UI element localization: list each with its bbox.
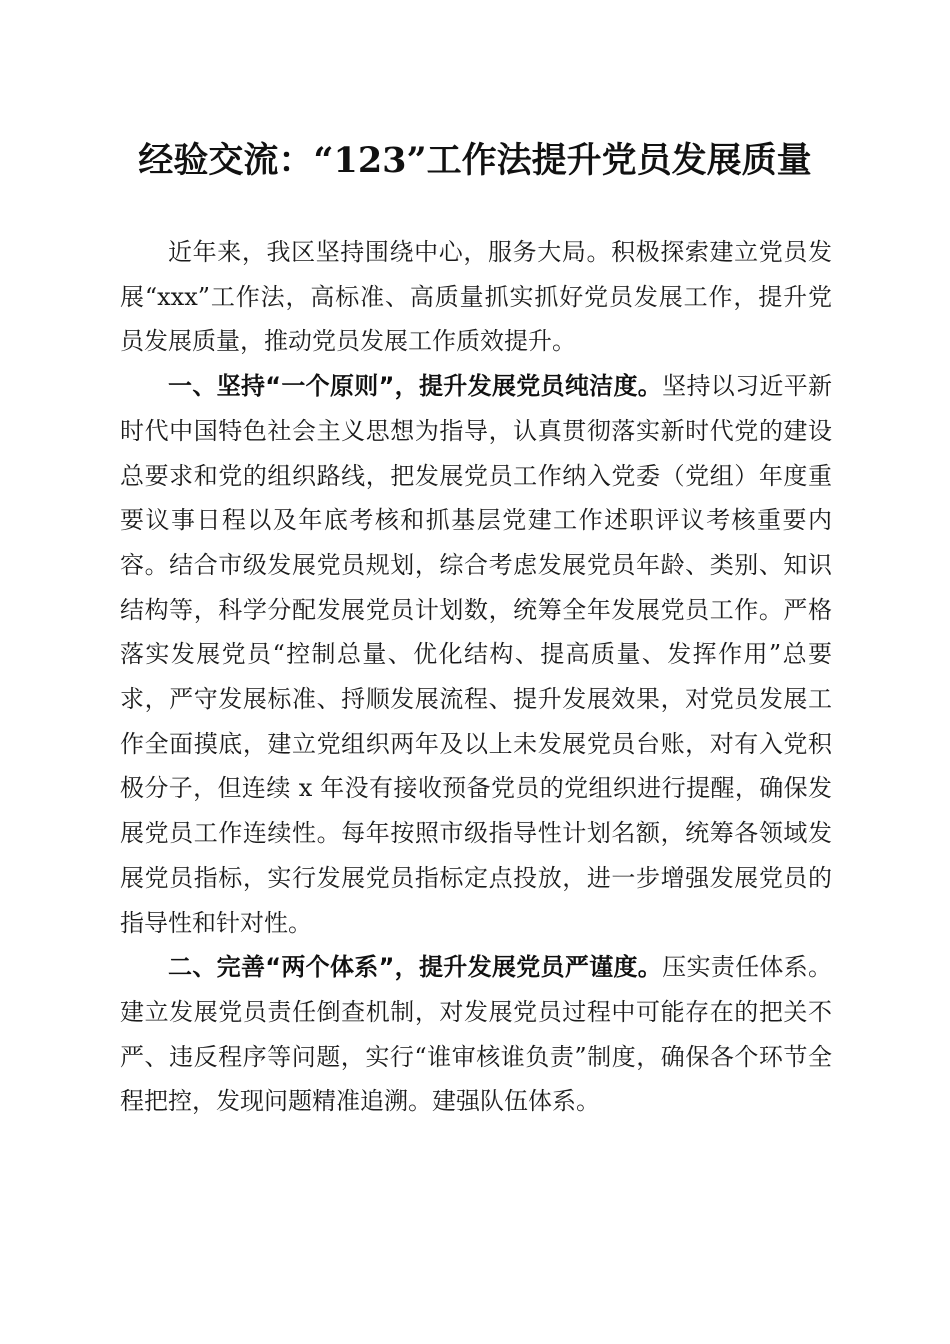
intro-paragraph: 近年来，我区坚持围绕中心，服务大局。积极探索建立党员发展“xxx”工作法，高标准、高质量抓实抓好党员发展工作，提升党员发展质量，推动党员发展工作质效提升。 <box>120 238 832 356</box>
section-1-paragraph <box>120 364 832 945</box>
document-title: 经验交流：“123”工作法提升党员发展质量 <box>138 140 812 181</box>
section-2-heading: 二、完善“两个体系”，提升发展党员严谨度。 <box>168 953 663 982</box>
section-1-text: 坚持以习近平新时代中国特色社会主义思想为指导，认真贯彻落实新时代党的建设总要求和党的组织路线，把发展党员工作纳入党委（党组）年度重要议事日程以及年底考核和抓基层党建工作述职评议考核重要内容。结合市级发展党员规划，综合考虑发展党员年龄、类别、知识结构等，科学分配发展党员计划数，统筹全年发展党员工作。严格落实发展党员“控制总量、优化结构、提高质量、发挥作用”总要求，严守发展标准、捋顺发展流程、提升发展效果，对党员发展工作全面摸底，建立党组织两年及以上未发展党员台账，对有入党积极分子，但连续 x 年没有接收预备党员的党组织进行提醒，确保发展党员工作连续性。每年按照市级指导性计划名额，统筹各领域发展党员指标，实行发展党员指标定点投放，进一步增强发展党员的指导性和针对性。 <box>120 372 833 937</box>
section-2-text: 压实责任体系。建立发展党员责任倒查机制，对发展党员过程中可能存在的把关不严、违反程序等问题，实行“谁审核谁负责”制度，确保各个环节全程把控，发现问题精准追溯。建强队伍体系。 <box>120 953 833 1116</box>
section-1-heading: 一、坚持“一个原则”，提升发展党员纯洁度。 <box>168 372 663 401</box>
document-body <box>120 230 832 1124</box>
section-2-paragraph <box>120 945 832 1124</box>
